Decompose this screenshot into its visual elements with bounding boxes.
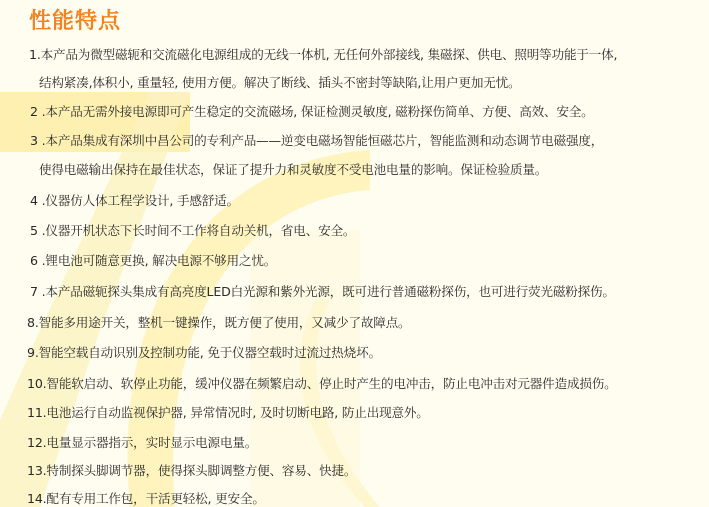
- section-title: 性能特点: [29, 9, 122, 34]
- feature-4: 4 .仪器仿人体工程学设计, 手感舒适。: [30, 193, 239, 208]
- feature-3-line-2: 使得电磁输出保持在最佳状态，保证了提升力和灵敏度不受电池电量的影响。保证检验质量。: [39, 162, 548, 177]
- feature-3-line-1: 3 .本产品集成有深圳中昌公司的专利产品——逆变电磁场智能恒磁芯片，智能监测和动态调节电磁强度，: [30, 133, 604, 148]
- feature-13: 13.特制探头脚调节器，使得探头脚调整方便、容易、快捷。: [27, 463, 357, 478]
- feature-6: 6 .锂电池可随意更换, 解决电源不够用之忧。: [30, 253, 277, 268]
- feature-2: 2 .本产品无需外接电源即可产生稳定的交流磁场, 保证检测灵敏度, 磁粉探伤简单、方便、高效、安全。: [30, 104, 594, 119]
- feature-8: 8.智能多用途开关，整机一键操作，既方便了使用，又减少了故障点。: [27, 315, 411, 330]
- feature-7: 7 .本产品磁轭探头集成有高亮度LED白光源和紫外光源，既可进行普通磁粉探伤，也可进行荧光磁粉探伤。: [30, 284, 615, 299]
- feature-14: 14.配有专用工作包，干活更轻松, 更安全。: [27, 491, 265, 506]
- feature-5: 5 .仪器开机状态下长时间不工作将自动关机，省电、安全。: [30, 223, 356, 238]
- feature-11: 11.电池运行自动监视保护器, 异常情况时, 及时切断电路, 防止出现意外。: [27, 405, 429, 420]
- feature-1-line-2: 结构紧凑,体积小, 重量轻, 使用方便。解决了断线、插头不密封等缺陷,让用户更加无忧。: [39, 75, 521, 90]
- feature-10: 10.智能软启动、软停止功能，缓冲仪器在频繁启动、停止时产生的电冲击，防止电冲击对元器件造成损伤。: [27, 376, 617, 391]
- feature-9: 9.智能空载自动识别及控制功能, 免于仪器空载时过流过热烧坏。: [27, 345, 381, 360]
- feature-1-line-1: 1.本产品为微型磁轭和交流磁化电源组成的无线一体机, 无任何外部接线, 集磁探、供电、照明等功能于一体,: [29, 47, 618, 62]
- feature-12: 12.电量显示器指示，实时显示电源电量。: [27, 435, 258, 450]
